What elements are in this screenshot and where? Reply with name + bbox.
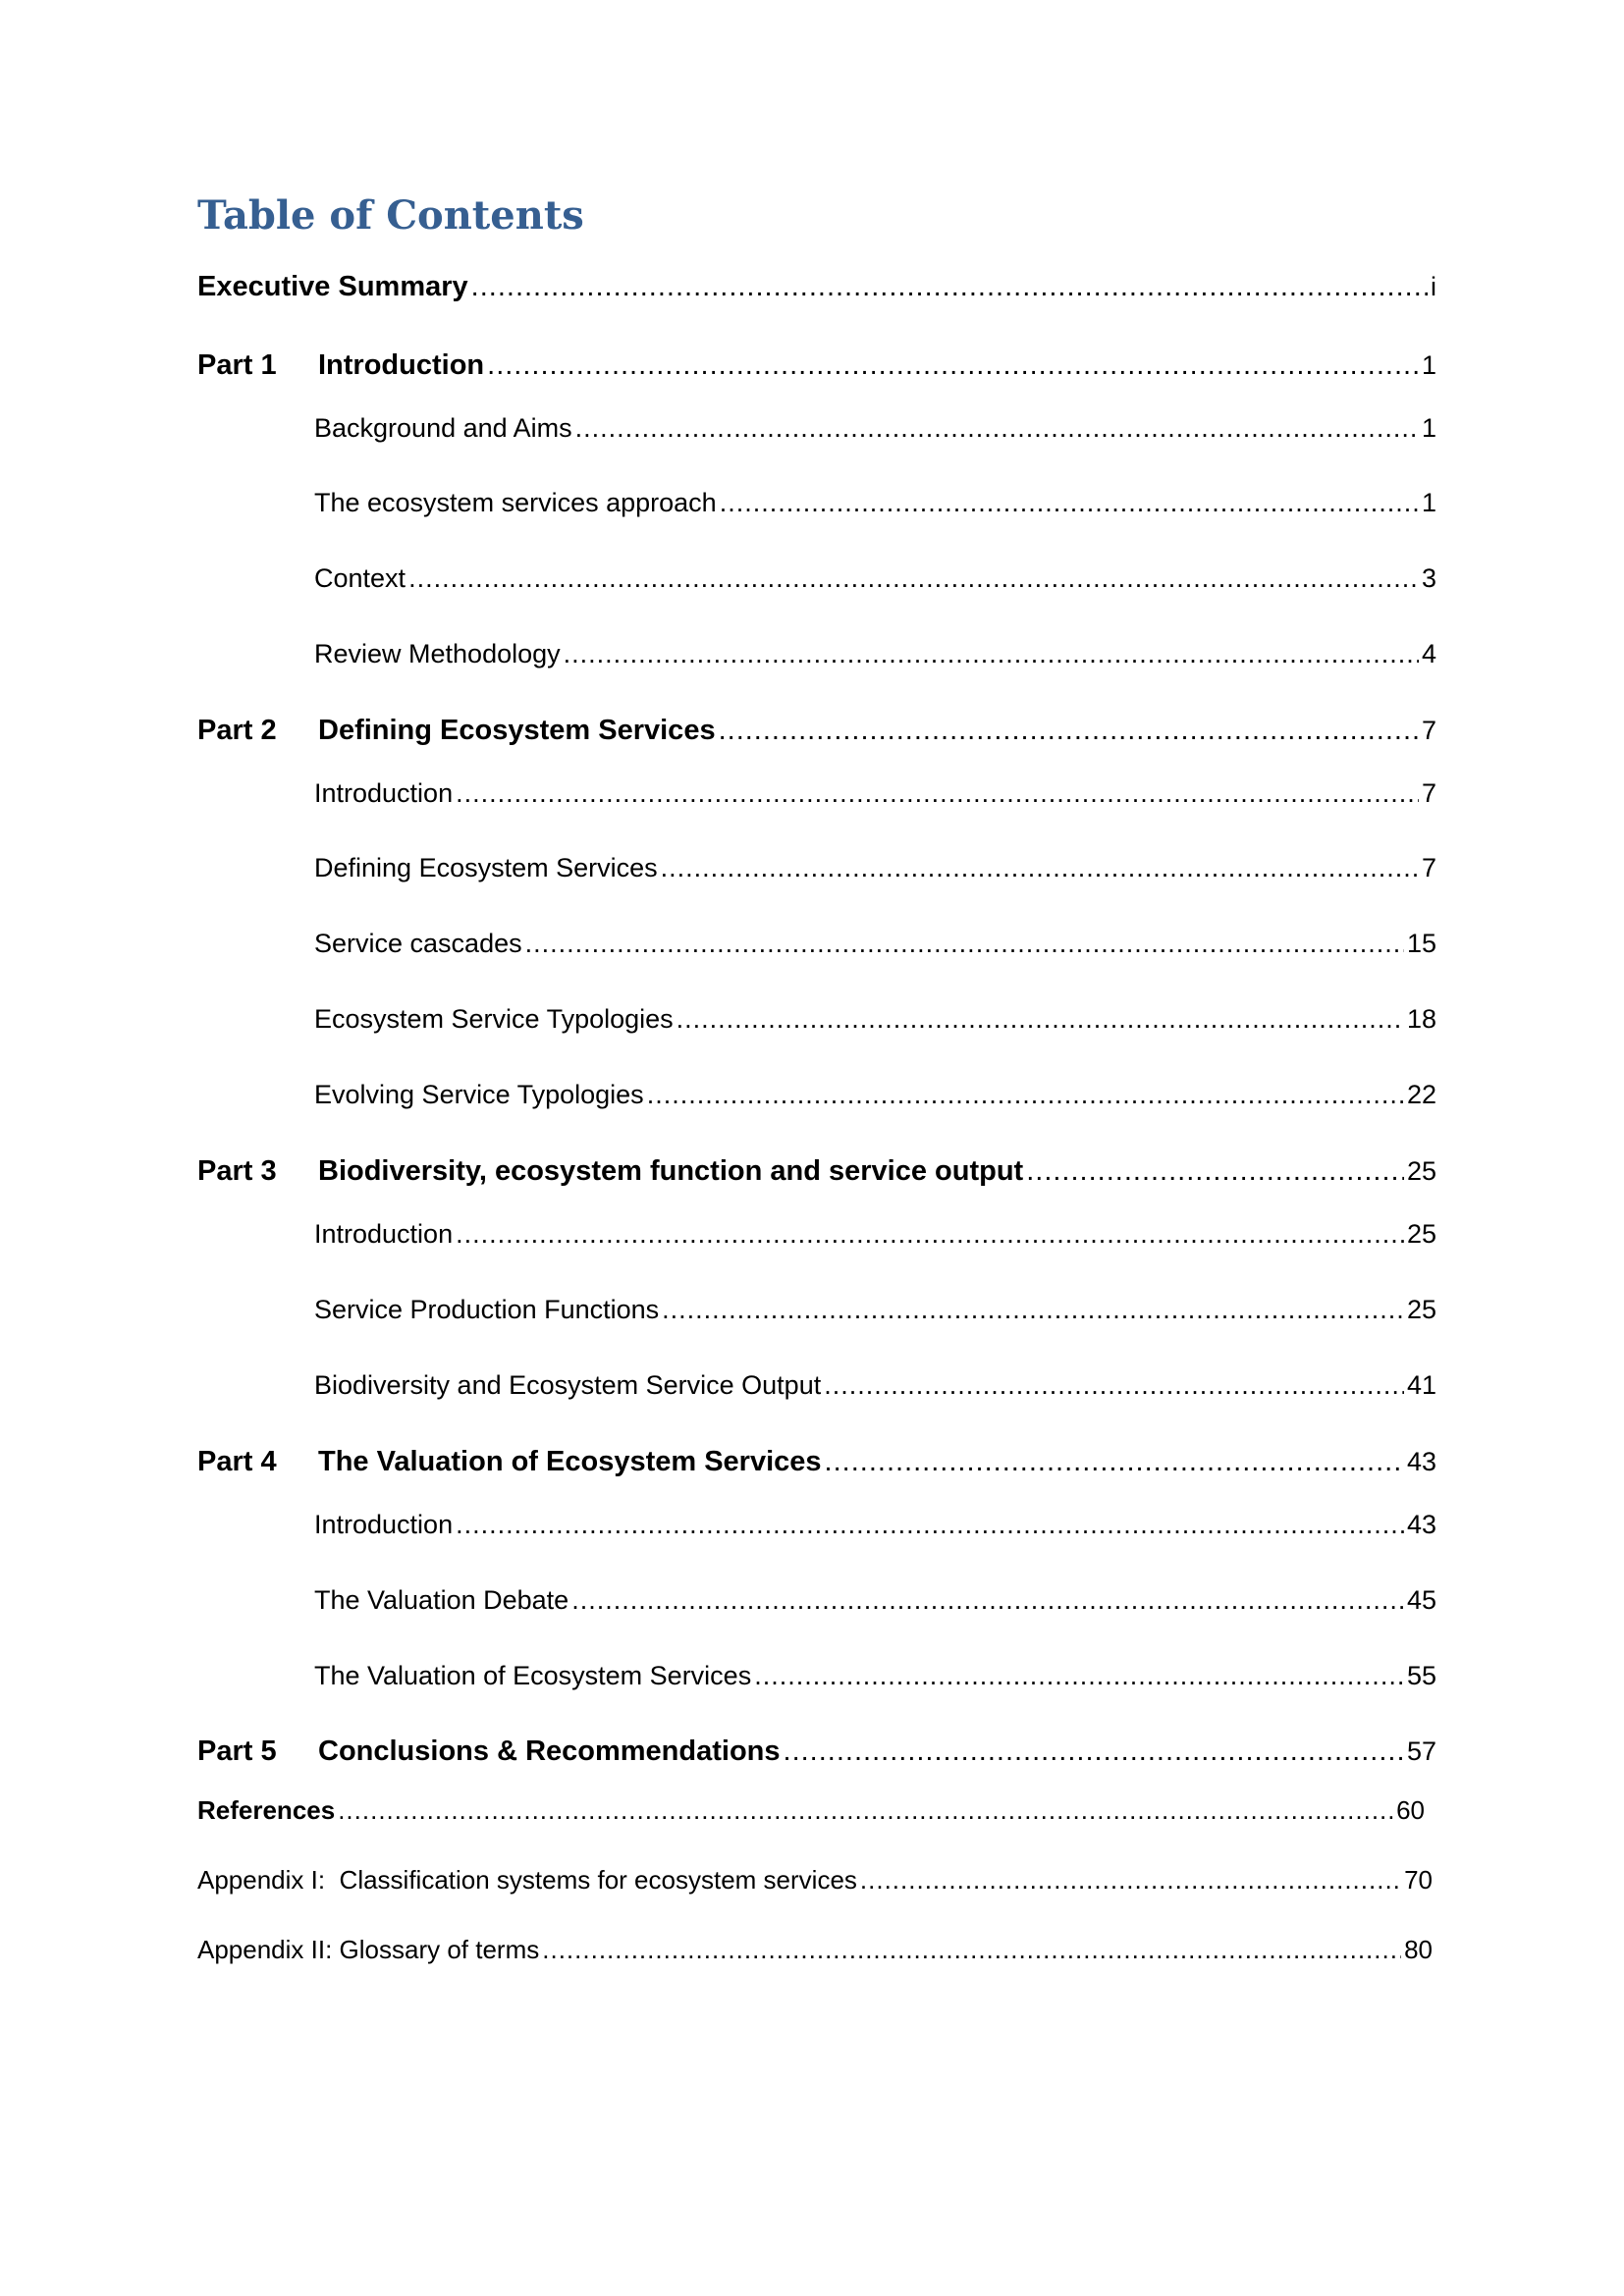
toc-entry-ecosystem-service-typologies[interactable]	[314, 1001, 1436, 1037]
page-number: 43	[1406, 1447, 1436, 1476]
entry-title: Appendix II: Glossary of terms	[197, 1935, 540, 1964]
toc-entry-part-1[interactable]	[197, 347, 1436, 383]
entry-title: Conclusions & Recommendations	[318, 1735, 781, 1767]
toc-entry-part-5[interactable]	[197, 1734, 1436, 1769]
dot-leader	[542, 1932, 1401, 1967]
dot-leader	[720, 485, 1419, 520]
page-number: 7	[1421, 778, 1436, 808]
page-number: 41	[1406, 1370, 1436, 1400]
entry-title: Executive Summary	[197, 271, 468, 302]
page-number: 15	[1406, 929, 1436, 958]
entry-title: Biodiversity and Ecosystem Service Output	[314, 1370, 822, 1400]
toc-entry-service-cascades[interactable]	[314, 926, 1436, 961]
toc-entry-appendix-1[interactable]	[197, 1862, 1433, 1897]
entry-title: The Valuation of Ecosystem Services	[318, 1446, 822, 1477]
dot-leader	[571, 1582, 1404, 1618]
page-number: 45	[1406, 1585, 1436, 1615]
dot-leader	[456, 1216, 1404, 1252]
page-number: 1	[1421, 350, 1436, 380]
toc-title: Table of Contents	[197, 192, 584, 239]
page-number: 7	[1421, 853, 1436, 882]
dot-leader	[662, 1292, 1404, 1327]
toc-entry-part-2[interactable]	[197, 713, 1436, 748]
page-number: 25	[1406, 1295, 1436, 1324]
entry-title: Introduction	[314, 1219, 454, 1249]
page-number: 57	[1406, 1736, 1436, 1766]
dot-leader	[408, 561, 1419, 596]
toc-entry-biodiversity-service-output[interactable]	[314, 1367, 1436, 1403]
part-number: Part 2	[197, 715, 277, 746]
part-number: Part 4	[197, 1446, 277, 1477]
toc-entry-part-3[interactable]	[197, 1153, 1436, 1189]
page-number: 55	[1406, 1661, 1436, 1690]
page-number: 7	[1421, 716, 1436, 745]
entry-title: Ecosystem Service Typologies	[314, 1004, 674, 1034]
dot-leader	[525, 926, 1404, 961]
dot-leader	[677, 1001, 1404, 1037]
entry-title: The Valuation Debate	[314, 1585, 569, 1615]
dot-leader	[1026, 1153, 1404, 1189]
entry-title: The Valuation of Ecosystem Services	[314, 1661, 752, 1690]
entry-title: Appendix I: Classification systems for ecosystem services	[197, 1865, 857, 1895]
toc-entry-review-methodology[interactable]	[314, 636, 1436, 671]
dot-leader	[661, 850, 1419, 885]
dot-leader	[860, 1862, 1401, 1897]
toc-entry-context[interactable]	[314, 561, 1436, 596]
toc-entry-part-3-introduction[interactable]	[314, 1216, 1436, 1252]
dot-leader	[719, 713, 1419, 748]
dot-leader	[754, 1658, 1404, 1693]
page-number: 18	[1406, 1004, 1436, 1034]
page-number: 25	[1406, 1219, 1436, 1249]
toc-entry-valuation-of-ecosystem-services[interactable]	[314, 1658, 1436, 1693]
entry-title: Introduction	[318, 349, 485, 381]
page-number: 25	[1406, 1156, 1436, 1186]
entry-title: Service Production Functions	[314, 1295, 660, 1324]
dot-leader	[784, 1734, 1404, 1769]
dot-leader	[824, 1367, 1404, 1403]
entry-title: Context	[314, 563, 406, 593]
entry-title: The ecosystem services approach	[314, 488, 717, 517]
entry-title: Background and Aims	[314, 413, 572, 443]
page-number: 70	[1404, 1865, 1433, 1895]
toc-entry-part-4-introduction[interactable]	[314, 1507, 1436, 1542]
page-number: 1	[1421, 413, 1436, 443]
toc-entry-evolving-service-typologies[interactable]	[314, 1077, 1436, 1112]
dot-leader	[825, 1444, 1404, 1479]
toc-entry-valuation-debate[interactable]	[314, 1582, 1436, 1618]
entry-title: Defining Ecosystem Services	[318, 715, 716, 746]
dot-leader	[564, 636, 1419, 671]
entry-title: References	[197, 1795, 336, 1825]
page-number: 22	[1406, 1080, 1436, 1109]
page-number: 60	[1396, 1795, 1425, 1825]
page-number: 3	[1421, 563, 1436, 593]
toc-entry-defining-ecosystem-services[interactable]	[314, 850, 1436, 885]
dot-leader	[487, 347, 1419, 383]
page-number: 1	[1421, 488, 1436, 517]
dot-leader	[471, 269, 1428, 304]
dot-leader	[647, 1077, 1404, 1112]
part-number: Part 1	[197, 349, 277, 381]
entry-title: Biodiversity, ecosystem function and service output	[318, 1155, 1024, 1187]
dot-leader	[338, 1792, 1393, 1828]
toc-entry-ecosystem-services-approach[interactable]	[314, 485, 1436, 520]
entry-title: Introduction	[314, 778, 454, 808]
dot-leader	[456, 775, 1419, 811]
entry-title: Introduction	[314, 1510, 454, 1539]
entry-title: Defining Ecosystem Services	[314, 853, 658, 882]
entry-title: Evolving Service Typologies	[314, 1080, 644, 1109]
page-number: 43	[1406, 1510, 1436, 1539]
page-number: i	[1431, 272, 1436, 301]
part-number: Part 3	[197, 1155, 277, 1187]
entry-title: Service cascades	[314, 929, 522, 958]
toc-entry-part-4[interactable]	[197, 1444, 1436, 1479]
toc-entry-service-production-functions[interactable]	[314, 1292, 1436, 1327]
page-number: 4	[1421, 639, 1436, 668]
entry-title: Review Methodology	[314, 639, 561, 668]
toc-entry-background-and-aims[interactable]	[314, 410, 1436, 446]
toc-entry-references[interactable]	[197, 1792, 1425, 1828]
toc-entry-part-2-introduction[interactable]	[314, 775, 1436, 811]
dot-leader	[456, 1507, 1404, 1542]
part-number: Part 5	[197, 1735, 277, 1767]
dot-leader	[575, 410, 1419, 446]
page-number: 80	[1404, 1935, 1433, 1964]
toc-entry-executive-summary[interactable]	[197, 269, 1436, 304]
toc-entry-appendix-2[interactable]	[197, 1932, 1433, 1967]
